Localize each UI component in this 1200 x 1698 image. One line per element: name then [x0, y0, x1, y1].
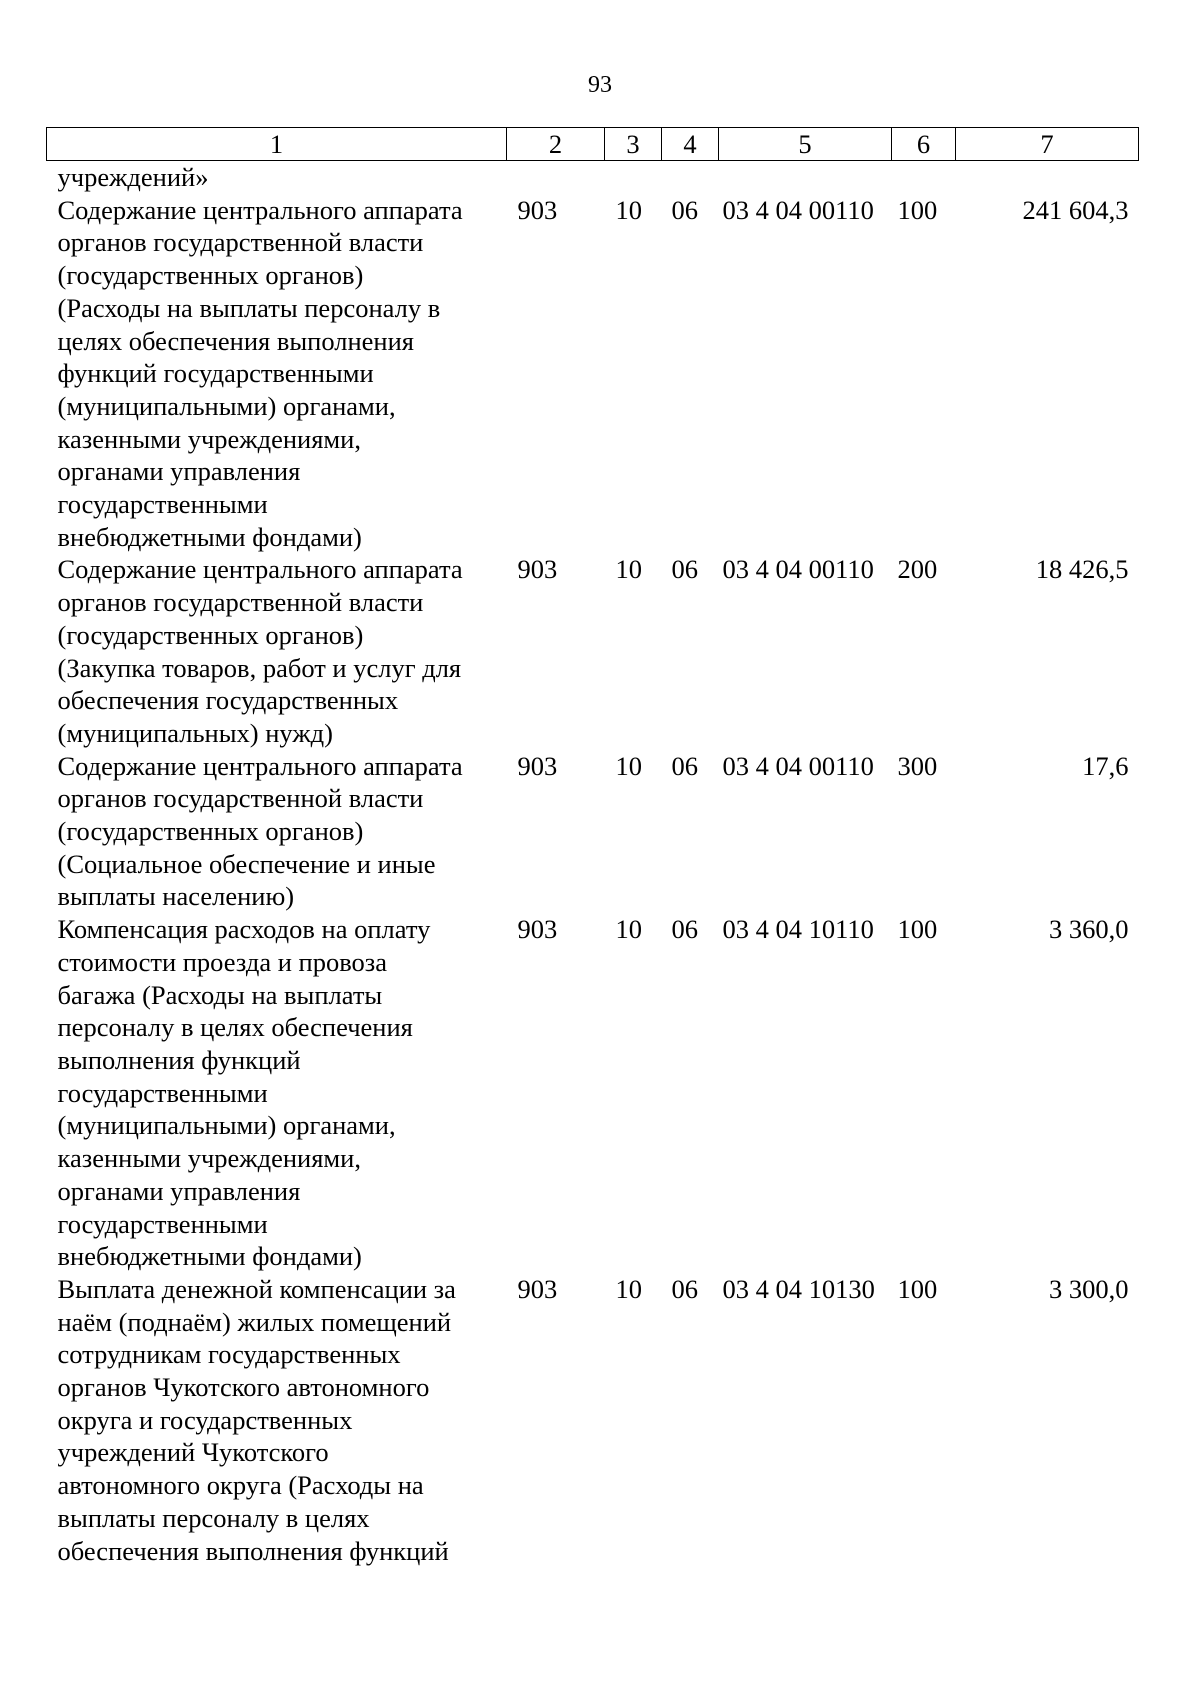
expense-name-line: выплаты населению): [57, 881, 295, 912]
header-col-3: 3: [605, 128, 662, 161]
sum-cell: 18 426,5: [1035, 554, 1129, 585]
expense-name-line: (Социальное обеспечение и иные: [57, 848, 436, 879]
header-row: [47, 128, 1139, 161]
sum-cell: 3 300,0: [1049, 1273, 1129, 1304]
page-number: 93: [588, 72, 612, 98]
table-header: [47, 128, 1139, 161]
target-article-cell: 03 4 04 10130: [722, 1273, 875, 1304]
target-article-cell: 03 4 04 00110: [722, 194, 874, 225]
admin-code-cell: 903: [517, 554, 558, 585]
expense-name-line: внебюджетными фондами): [57, 521, 362, 552]
expense-name-line: органами управления: [57, 456, 301, 487]
header-col-6: 6: [892, 128, 956, 161]
table-row: [47, 750, 1139, 914]
expense-name-line: Содержание центрального аппарата: [57, 554, 463, 585]
expense-name-line: сотрудникам государственных: [57, 1339, 401, 1370]
continuation-text: учреждений»: [57, 162, 209, 192]
expense-name-line: органов Чукотского автономного: [57, 1372, 430, 1403]
subsection-cell: 06: [671, 914, 698, 945]
expense-type-cell: 100: [897, 194, 938, 225]
expense-name-cell: [47, 913, 507, 1273]
sum-cell: 3 360,0: [1049, 914, 1129, 945]
continuation-row: [47, 161, 1139, 194]
expense-name-line: государственными: [57, 489, 268, 520]
expense-name-line: автономного округа (Расходы на: [57, 1470, 424, 1501]
expense-name-line: (государственных органов): [57, 260, 364, 291]
header-col-5: 5: [719, 128, 892, 161]
table-body: [47, 161, 1139, 1568]
sum-cell: 17,6: [1082, 750, 1129, 781]
header-col-4: 4: [662, 128, 719, 161]
expense-type-cell: 100: [897, 1273, 938, 1304]
expense-name-cell: [47, 1273, 507, 1567]
expense-name-line: органов государственной власти: [57, 227, 424, 258]
expense-name-line: округа и государственных: [57, 1404, 353, 1435]
header-col-1: 1: [47, 128, 507, 161]
expense-type-cell: 300: [897, 750, 938, 781]
expense-name-line: стоимости проезда и провоза: [57, 946, 388, 977]
expense-name-line: учреждений Чукотского: [57, 1437, 329, 1468]
expense-name-line: Содержание центрального аппарата: [57, 194, 463, 225]
expense-name-line: государственными: [57, 1077, 268, 1108]
expense-name-line: выполнения функций: [57, 1044, 301, 1075]
expense-name-line: казенными учреждениями,: [57, 1143, 361, 1174]
header-col-2: 2: [507, 128, 605, 161]
table-row: [47, 913, 1139, 1273]
expense-name-line: Содержание центрального аппарата: [57, 750, 463, 781]
expense-name-line: выплаты персоналу в целях: [57, 1502, 370, 1533]
expense-name-line: обеспечения выполнения функций: [57, 1535, 449, 1566]
expense-type-cell: 100: [897, 914, 938, 945]
expense-name-line: (муниципальными) органами,: [57, 1110, 396, 1141]
expense-name-line: (Расходы на выплаты персоналу в: [57, 292, 441, 323]
admin-code-cell: 903: [517, 1273, 558, 1304]
expense-name-line: внебюджетными фондами): [57, 1241, 362, 1272]
table-row: [47, 1273, 1139, 1567]
expense-name-line: органов государственной власти: [57, 587, 424, 618]
expense-name-line: (муниципальными) органами,: [57, 390, 396, 421]
expense-name-line: органов государственной власти: [57, 783, 424, 814]
expense-name-line: органами управления: [57, 1175, 301, 1206]
expense-name-line: Выплата денежной компенсации за: [57, 1273, 456, 1304]
subsection-cell: 06: [671, 554, 698, 585]
expense-name-line: багажа (Расходы на выплаты: [57, 979, 383, 1010]
expense-name-line: (Закупка товаров, работ и услуг для: [57, 652, 462, 683]
target-article-cell: 03 4 04 00110: [722, 750, 874, 781]
expense-name-line: (государственных органов): [57, 816, 364, 847]
admin-code-cell: 903: [517, 194, 558, 225]
expense-name-line: (муниципальных) нужд): [57, 717, 333, 748]
table-row: [47, 194, 1139, 554]
section-cell: 10: [615, 914, 642, 945]
expense-name-line: наём (поднаём) жилых помещений: [57, 1306, 452, 1337]
expense-name-line: персоналу в целях обеспечения: [57, 1012, 413, 1043]
expense-name-cell: [47, 553, 507, 749]
expense-name-line: обеспечения государственных: [57, 685, 399, 716]
section-cell: 10: [615, 1273, 642, 1304]
target-article-cell: 03 4 04 00110: [722, 554, 874, 585]
sum-cell: 241 604,3: [1022, 194, 1129, 225]
subsection-cell: 06: [671, 1273, 698, 1304]
budget-table: [46, 127, 1139, 1567]
expense-name-cell: [47, 194, 507, 554]
subsection-cell: 06: [671, 750, 698, 781]
expense-name-line: Компенсация расходов на оплату: [57, 914, 431, 945]
admin-code-cell: 903: [517, 914, 558, 945]
section-cell: 10: [615, 750, 642, 781]
expense-name-line: целях обеспечения выполнения: [57, 325, 414, 356]
target-article-cell: 03 4 04 10110: [722, 914, 874, 945]
expense-type-cell: 200: [897, 554, 938, 585]
expense-name-line: государственными: [57, 1208, 268, 1239]
admin-code-cell: 903: [517, 750, 558, 781]
expense-name-line: функций государственными: [57, 358, 374, 389]
section-cell: 10: [615, 554, 642, 585]
expense-name-line: (государственных органов): [57, 619, 364, 650]
expense-name-cell: [47, 750, 507, 914]
subsection-cell: 06: [671, 194, 698, 225]
expense-name-line: казенными учреждениями,: [57, 423, 361, 454]
header-col-7: 7: [956, 128, 1139, 161]
section-cell: 10: [615, 194, 642, 225]
table-row: [47, 553, 1139, 749]
